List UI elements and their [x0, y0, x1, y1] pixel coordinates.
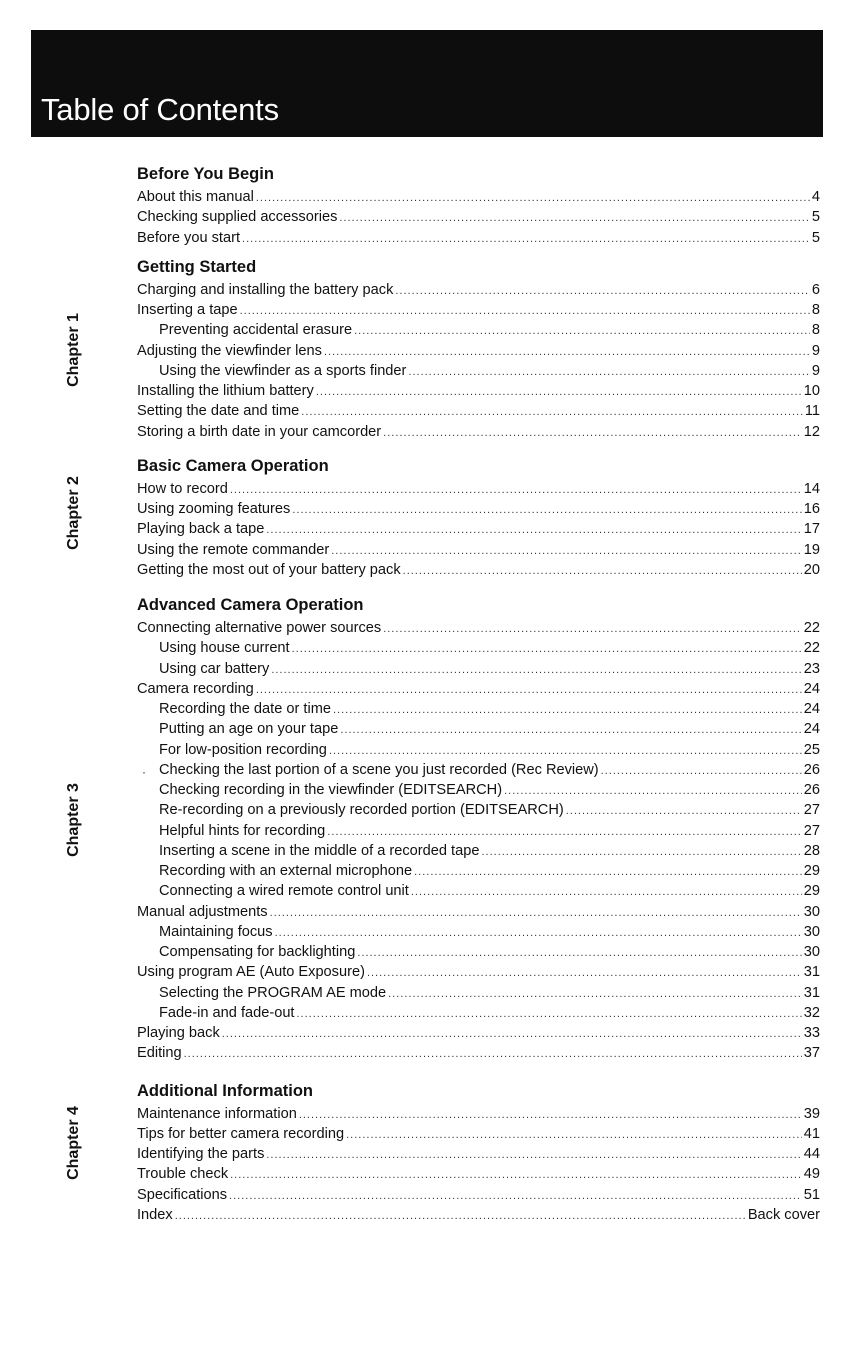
- toc-entry: [137, 361, 820, 381]
- entry-page-number: 6: [811, 281, 820, 298]
- entry-page-number: 26: [803, 761, 820, 778]
- dot-leader: [327, 822, 801, 842]
- entry-page-number: 26: [803, 782, 820, 798]
- entry-label: Adjusting the viewfinder lens: [137, 342, 322, 359]
- toc-entry: [137, 983, 820, 1003]
- toc-entry: [137, 902, 820, 922]
- entry-page-number: 27: [803, 802, 820, 819]
- toc-entry: [137, 1104, 820, 1124]
- toc-entry: [137, 922, 820, 942]
- entry-label: How to record: [137, 480, 228, 497]
- page-title: Table of Contents: [41, 92, 279, 127]
- dot-leader: [222, 1024, 802, 1044]
- dot-leader: [240, 301, 810, 321]
- toc-entry: [137, 228, 820, 248]
- entry-label: Inserting a tape: [137, 302, 238, 318]
- entry-label: Putting an age on your tape: [159, 721, 339, 738]
- entry-page-number: 31: [803, 984, 820, 1001]
- entry-page-number: 24: [803, 680, 820, 697]
- dot-leader: [292, 639, 802, 659]
- dot-leader: [383, 423, 802, 443]
- entry-page-number: 22: [803, 640, 820, 657]
- toc-entry: [137, 861, 820, 881]
- toc-entry: [137, 560, 820, 580]
- entry-page-number: 28: [803, 842, 820, 859]
- entry-label: Fade-in and fade-out: [159, 1004, 295, 1021]
- dot-leader: [395, 281, 810, 301]
- entry-label: Recording with an external microphone: [159, 863, 413, 879]
- entry-page-number: 12: [803, 423, 820, 440]
- entry-label: Checking the last portion of a scene you just recorded (Rec Review): [159, 761, 599, 778]
- toc-section: [137, 454, 820, 580]
- entry-label: Manual adjustments: [137, 903, 268, 920]
- toc-entry: [137, 760, 820, 780]
- toc-entry: [137, 1023, 820, 1043]
- dot-leader: [270, 903, 802, 923]
- dot-leader: [367, 963, 802, 983]
- entry-page-number: Back cover: [747, 1206, 820, 1223]
- dot-leader: [175, 1206, 746, 1226]
- section-title: Basic Camera Operation: [137, 456, 329, 475]
- entry-page-number: 29: [803, 883, 820, 900]
- entry-page-number: 9: [811, 342, 820, 359]
- dot-leader: [316, 382, 802, 402]
- dot-leader: [357, 943, 801, 963]
- entry-page-number: 5: [811, 229, 820, 246]
- entry-label: Using program AE (Auto Exposure): [137, 964, 365, 981]
- entry-page-number: 49: [803, 1166, 820, 1183]
- dot-leader: [566, 801, 802, 821]
- toc-entry: [137, 1043, 820, 1063]
- dot-leader: [504, 781, 802, 801]
- entry-page-number: 4: [811, 189, 820, 205]
- table-of-contents: [137, 162, 820, 1225]
- entry-page-number: 24: [803, 701, 820, 717]
- entry-label: Before you start: [137, 229, 241, 246]
- entry-page-number: 51: [803, 1186, 820, 1203]
- entry-label: Specifications: [137, 1186, 228, 1203]
- entry-label: Installing the lithium battery: [137, 383, 314, 399]
- dot-leader: [481, 842, 801, 862]
- entry-page-number: 29: [803, 863, 820, 879]
- dot-leader: [601, 761, 802, 781]
- dot-leader: [256, 188, 810, 208]
- dot-leader: [299, 1105, 802, 1125]
- section-gap: [137, 442, 820, 454]
- dot-leader: [184, 1044, 802, 1064]
- dot-leader: [346, 1125, 802, 1145]
- dot-leader: [340, 720, 801, 740]
- entry-page-number: 30: [803, 944, 820, 960]
- entry-page-number: 19: [803, 541, 820, 558]
- dot-leader: [266, 520, 801, 540]
- dot-leader: [230, 1165, 802, 1185]
- dot-leader: [331, 541, 802, 561]
- entry-label: Inserting a scene in the middle of a recorded tape: [159, 842, 480, 859]
- entry-page-number: 20: [803, 561, 820, 578]
- entry-label: Identifying the parts: [137, 1146, 265, 1162]
- entry-page-number: 37: [803, 1045, 820, 1062]
- toc-entry: [137, 1164, 820, 1184]
- entry-page-number: 30: [803, 923, 820, 940]
- toc-entry: [137, 519, 820, 539]
- entry-page-number: 17: [803, 521, 820, 538]
- dot-leader: [354, 321, 810, 341]
- dot-leader: [333, 700, 802, 720]
- entry-label: Using the viewfinder as a sports finder: [159, 362, 407, 379]
- dot-leader: [411, 882, 802, 902]
- entry-label: Camera recording: [137, 680, 254, 697]
- entry-label: Checking supplied accessories: [137, 209, 338, 226]
- toc-entry: [137, 719, 820, 739]
- entry-label: Recording the date or time: [159, 701, 331, 717]
- toc-entry: [137, 962, 820, 982]
- entry-label: Maintaining focus: [159, 923, 273, 940]
- toc-entry: [137, 499, 820, 519]
- entry-label: Selecting the PROGRAM AE mode: [159, 984, 387, 1001]
- entry-label: Setting the date and time: [137, 403, 300, 420]
- dot-leader: [383, 619, 802, 639]
- toc-entry: [137, 740, 820, 760]
- entry-label: Playing back: [137, 1025, 220, 1041]
- section-title: Before You Begin: [137, 165, 274, 183]
- entry-label: Checking recording in the viewfinder (EDITSEARCH): [159, 782, 503, 798]
- section-gap: [137, 248, 820, 255]
- entry-page-number: 31: [803, 964, 820, 981]
- entry-label: Storing a birth date in your camcorder: [137, 423, 382, 440]
- entry-label: Connecting a wired remote control unit: [159, 883, 409, 900]
- section-gap: [137, 1064, 820, 1079]
- toc-entry: [137, 207, 820, 227]
- toc-entry: [137, 1205, 820, 1225]
- entry-label: Playing back a tape: [137, 521, 265, 538]
- toc-section: [137, 593, 820, 1064]
- entry-page-number: 9: [811, 362, 820, 379]
- toc-entry: [137, 1185, 820, 1205]
- entry-page-number: 8: [811, 302, 820, 318]
- entry-label: Preventing accidental erasure: [159, 322, 353, 339]
- toc-entry: [137, 401, 820, 421]
- entry-page-number: 33: [803, 1025, 820, 1041]
- entry-label: About this manual: [137, 189, 254, 205]
- entry-label: Charging and installing the battery pack: [137, 281, 394, 298]
- toc-entry: [137, 800, 820, 820]
- entry-page-number: 24: [803, 721, 820, 738]
- toc-entry: [137, 1124, 820, 1144]
- entry-label: Using house current: [159, 640, 290, 657]
- toc-entry: [137, 479, 820, 499]
- toc-entry: [137, 821, 820, 841]
- entry-label: Helpful hints for recording: [159, 822, 326, 839]
- toc-entry: [137, 1003, 820, 1023]
- section-title: Additional Information: [137, 1081, 313, 1100]
- toc-entry: [137, 780, 820, 800]
- entry-page-number: 25: [803, 741, 820, 758]
- entry-label: Index: [137, 1206, 173, 1223]
- dot-leader: [339, 208, 810, 228]
- dot-leader: [266, 1145, 801, 1165]
- toc-entry: [137, 280, 820, 300]
- dot-leader: [297, 1004, 802, 1024]
- dot-leader: [408, 362, 809, 382]
- dot-leader: [242, 229, 810, 249]
- entry-label: Compensating for backlighting: [159, 944, 356, 960]
- entry-label: Using the remote commander: [137, 541, 330, 558]
- toc-entry: [137, 187, 820, 207]
- toc-entry: [137, 659, 820, 679]
- entry-page-number: 22: [803, 620, 820, 636]
- dot-leader: [230, 480, 802, 500]
- toc-entry: [137, 618, 820, 638]
- entry-page-number: 44: [803, 1146, 820, 1162]
- toc-entry: [137, 300, 820, 320]
- dot-leader: [329, 741, 802, 761]
- dot-leader: [403, 561, 802, 581]
- dot-leader: [388, 984, 802, 1004]
- toc-entry: [137, 679, 820, 699]
- toc-entry: [137, 320, 820, 340]
- entry-label: Re-recording on a previously recorded portion (EDITSEARCH): [159, 802, 564, 819]
- entry-page-number: 16: [803, 501, 820, 517]
- entry-label: Tips for better camera recording: [137, 1125, 345, 1142]
- dot-leader: [275, 923, 802, 943]
- toc-entry: [137, 699, 820, 719]
- entry-label: Using car battery: [159, 660, 270, 677]
- toc-section: [137, 255, 820, 442]
- entry-label: For low-position recording: [159, 741, 327, 758]
- toc-entry: [137, 341, 820, 361]
- dot-leader: [324, 342, 810, 362]
- toc-entry: [137, 841, 820, 861]
- entry-page-number: 5: [811, 209, 820, 226]
- entry-page-number: 39: [803, 1105, 820, 1122]
- dot-leader: [271, 660, 801, 680]
- entry-page-number: 41: [803, 1125, 820, 1142]
- entry-page-number: 27: [803, 822, 820, 839]
- toc-entry: [137, 638, 820, 658]
- toc-entry: [137, 381, 820, 401]
- entry-page-number: 10: [803, 383, 820, 399]
- entry-page-number: 8: [811, 322, 820, 339]
- entry-label: Maintenance information: [137, 1105, 297, 1122]
- header-bar: [31, 30, 823, 137]
- toc-entry: [137, 1144, 820, 1164]
- entry-label: Editing: [137, 1045, 182, 1062]
- entry-label: Using zooming features: [137, 501, 291, 517]
- bullet-mark: ·: [142, 765, 146, 779]
- toc-entry: [137, 942, 820, 962]
- toc-entry: [137, 881, 820, 901]
- entry-page-number: 23: [803, 660, 820, 677]
- dot-leader: [256, 680, 802, 700]
- entry-label: Connecting alternative power sources: [137, 620, 382, 636]
- entry-label: Trouble check: [137, 1166, 229, 1183]
- entry-page-number: 11: [804, 403, 820, 420]
- entry-page-number: 30: [803, 903, 820, 920]
- section-title: Advanced Camera Operation: [137, 596, 364, 614]
- entry-page-number: 14: [803, 480, 820, 497]
- section-gap: [137, 580, 820, 593]
- dot-leader: [414, 862, 802, 882]
- dot-leader: [292, 500, 801, 520]
- dot-leader: [301, 402, 803, 422]
- dot-leader: [229, 1186, 802, 1206]
- toc-entry: [137, 540, 820, 560]
- toc-section: [137, 162, 820, 248]
- entry-label: Getting the most out of your battery pack: [137, 561, 401, 578]
- section-title: Getting Started: [137, 257, 257, 276]
- toc-section: [137, 1079, 820, 1226]
- entry-page-number: 32: [803, 1004, 820, 1021]
- toc-entry: [137, 422, 820, 442]
